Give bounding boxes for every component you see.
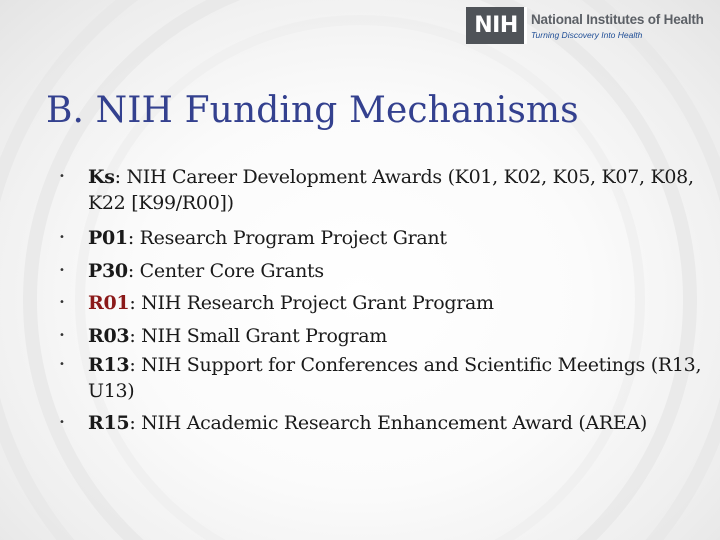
list-item [59,287,713,320]
mechanism-description: : NIH Small Grant Program [129,324,387,347]
bullet-marker: • [59,171,65,182]
list-item [59,352,713,404]
mechanism-code: Ks [88,166,115,188]
slide-title: B. NIH Funding Mechanisms [46,90,579,131]
mechanism-description: : NIH Support for Conferences and Scientific Meetings (R13, U13) [88,354,702,402]
bullet-marker: • [59,297,65,308]
list-item [59,222,713,255]
mechanism-code: R15 [88,412,130,434]
mechanism-code: R13 [88,354,130,376]
list-item [59,320,713,353]
list-item [59,255,713,288]
logo-name: National Institutes of Health [531,12,704,27]
mechanism-code: R01 [88,292,130,314]
mechanism-description: : NIH Research Project Grant Program [129,292,494,314]
mechanism-description: : Research Program Project Grant [127,227,447,249]
list-item [59,164,713,216]
logo-abbr: NIH [466,7,526,44]
bullet-marker: • [59,329,65,341]
mechanism-code: P30 [88,259,128,282]
logo-tagline: Turning Discovery Into Health [531,30,643,40]
mechanism-list [59,164,713,442]
mechanism-description: : NIH Academic Research Enhancement Award (AREA) [129,412,648,434]
bullet-marker: • [59,264,65,276]
mechanism-description: : Center Core Grants [127,259,324,282]
mechanism-code: P01 [88,227,128,249]
mechanism-description: : NIH Career Development Awards (K01, K02, K05, K07, K08, K22 [K99/R00]) [88,166,694,214]
mechanism-code: R03 [88,324,130,347]
bullet-marker: • [59,417,65,428]
bullet-marker: • [59,232,65,243]
nih-logo [466,7,716,45]
bullet-marker: • [59,359,65,370]
list-item [59,410,713,436]
logo-separator [524,7,527,44]
